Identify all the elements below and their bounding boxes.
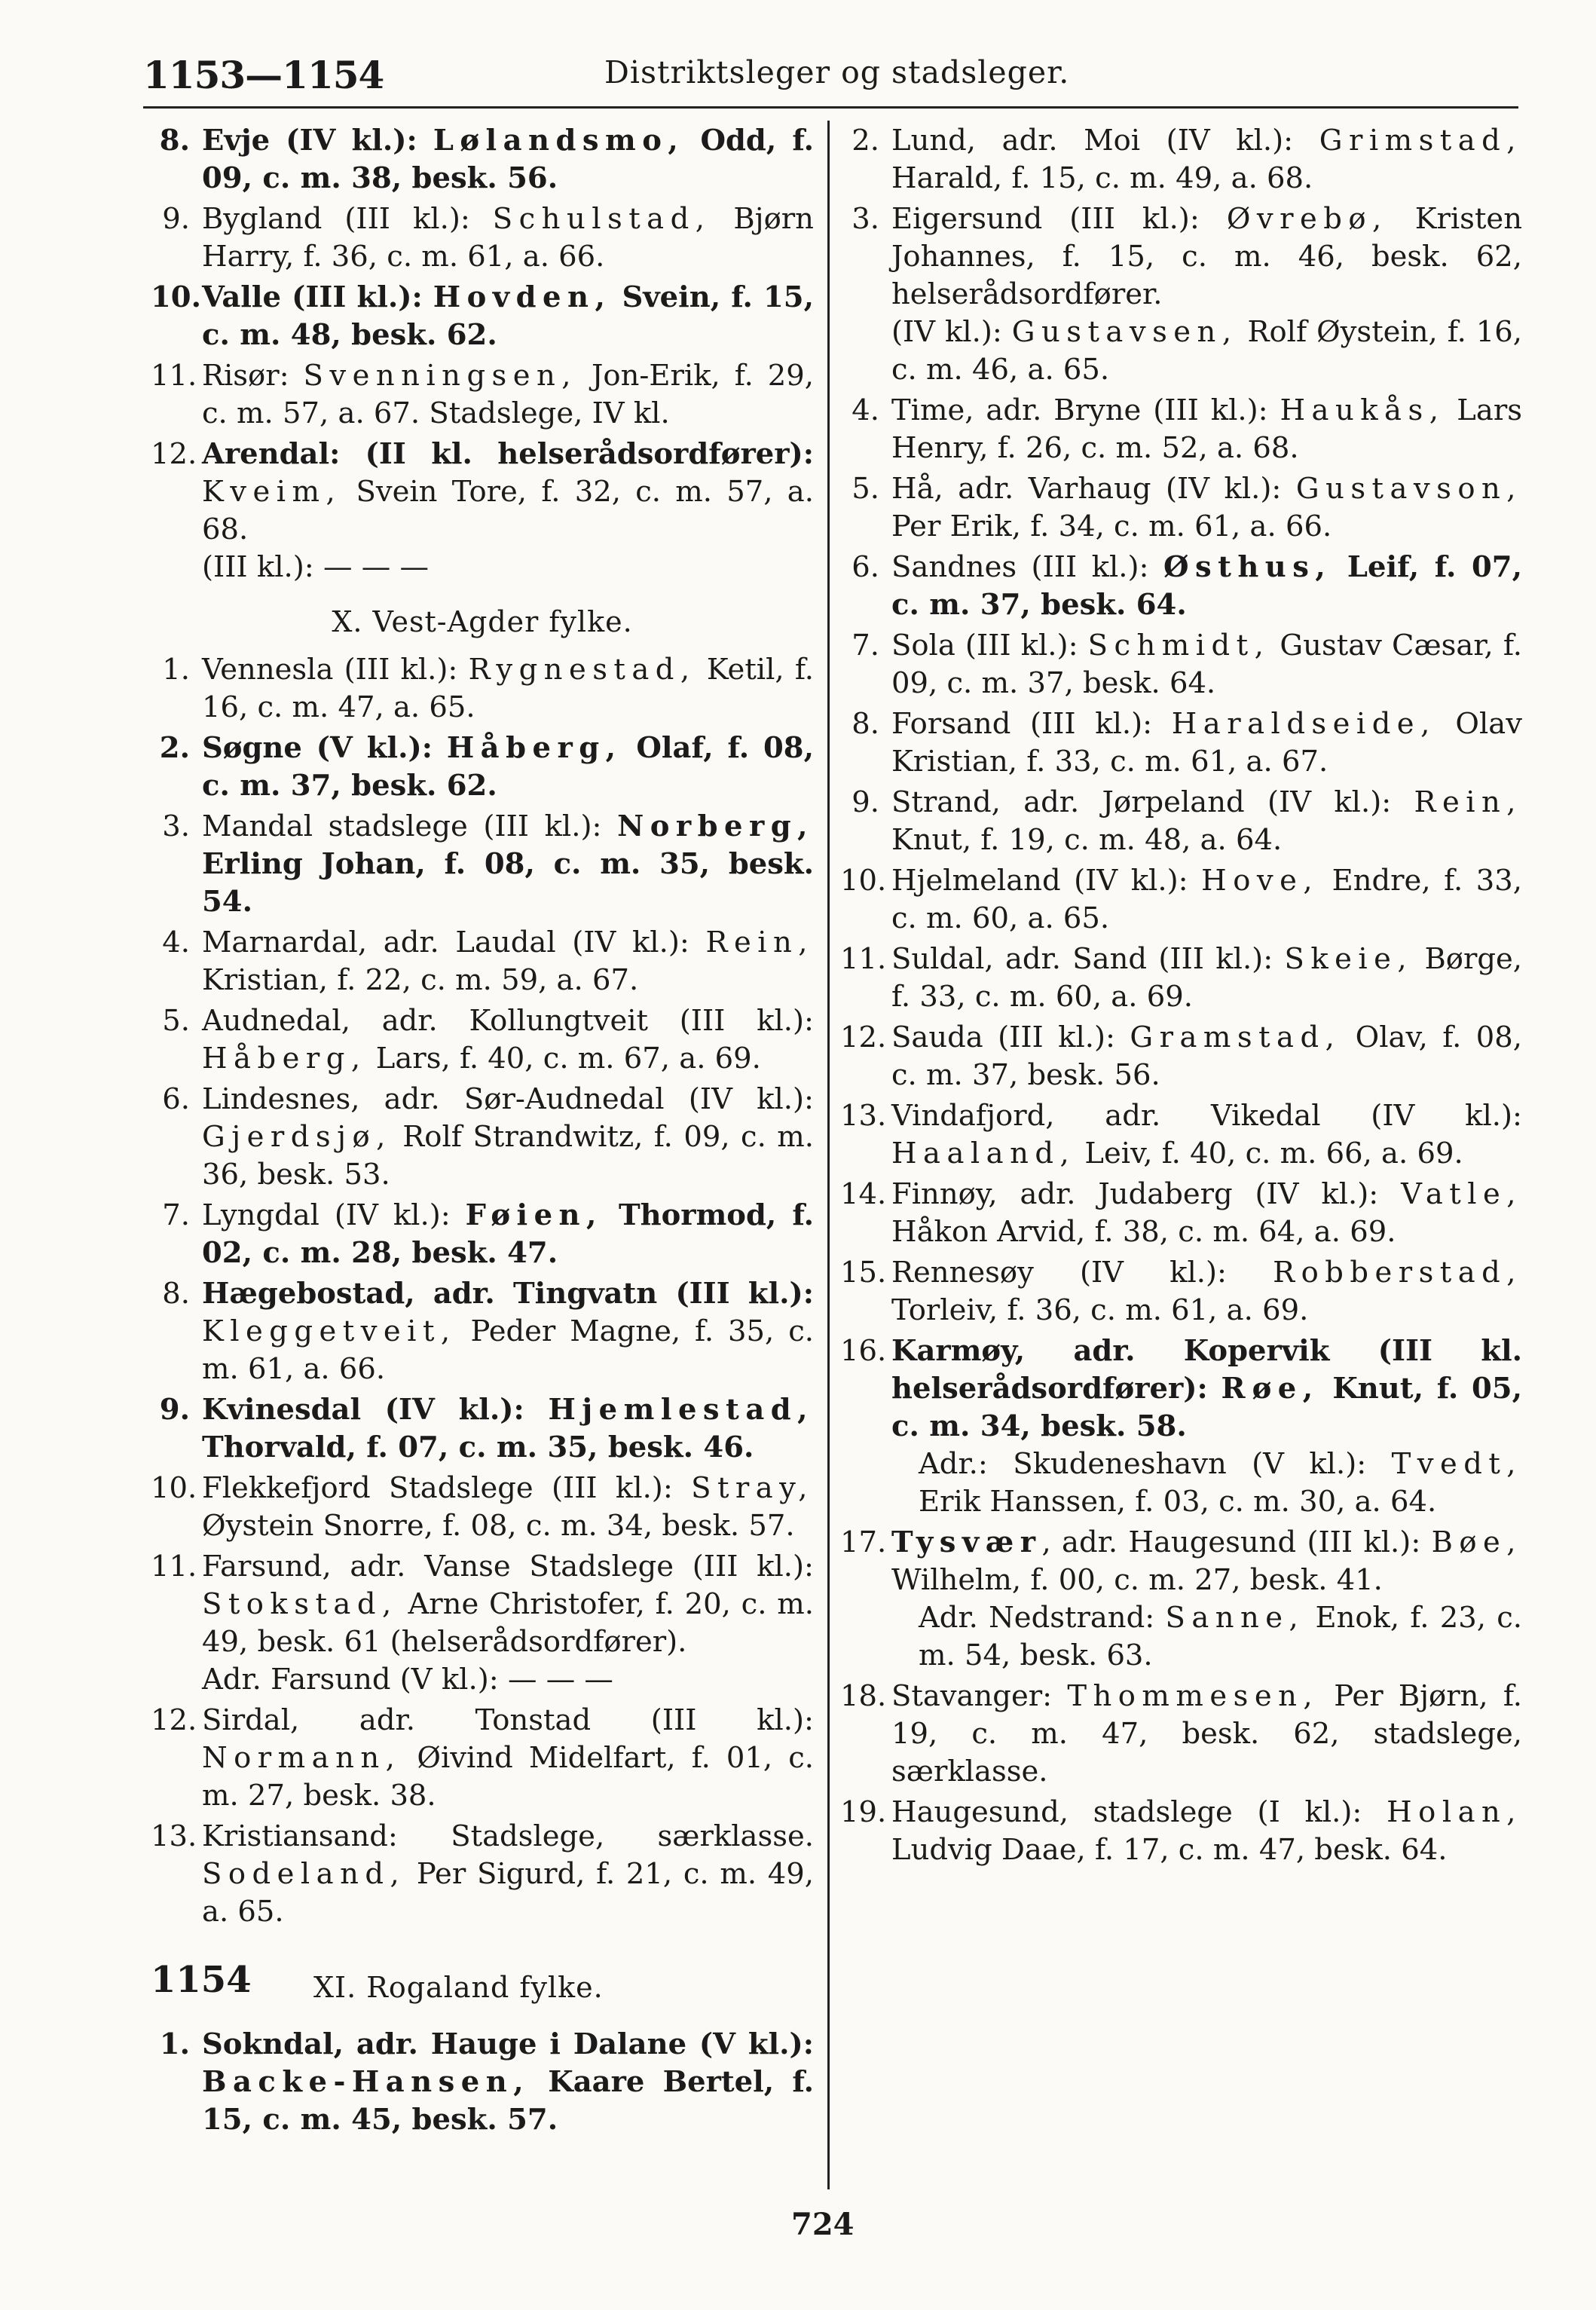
left-column [151, 122, 824, 2142]
list-item: 7. Sola (III kl.): Schmidt, Gustav Cæsar, f. 09, c. m. 37, besk. 64. [852, 629, 1532, 700]
page-header [143, 47, 1518, 99]
list-item: 3. Eigersund (III kl.): Øvrebø, Kristen Johannes, f. 15, c. m. 46, besk. 62, helserådsordfører. (IV kl.): Gustavsen, Rolf Øystein, f. 16, c. m. 46, a. 65. [852, 202, 1532, 387]
list-item: 9. Strand, adr. Jørpeland (IV kl.): Rein, Knut, f. 19, c. m. 48, a. 64. [852, 785, 1532, 857]
right-column [840, 122, 1533, 1872]
list-item: 6. Sandnes (III kl.): Østhus, Leif, f. 07, c. m. 37, besk. 64. [852, 550, 1533, 622]
header-rule [143, 106, 1518, 109]
list-item: 13. Kristiansand: Stadslege, særklasse. Sodeland, Per Sigurd, f. 21, c. m. 49, a. 65. [151, 1819, 824, 1929]
list-item: 18. Stavanger: Thommesen, Per Bjørn, f. 19, c. m. 47, besk. 62, stadslege, særklasse. [840, 1679, 1532, 1788]
column-divider [827, 121, 830, 2189]
list-item: 6. Lindesnes, adr. Sør-Audnedal (IV kl.): Gjerdsjø, Rolf Strandwitz, f. 09, c. m. 36, besk. 53. [162, 1082, 824, 1192]
list-item: 13. Vindafjord, adr. Vikedal (IV kl.): Haaland, Leiv, f. 40, c. m. 66, a. 69. [840, 1099, 1532, 1170]
list-item: 14. Finnøy, adr. Judaberg (IV kl.): Vatle, Håkon Arvid, f. 38, c. m. 64, a. 69. [840, 1177, 1532, 1249]
list-item: 10. Valle (III kl.): Hovden, Svein, f. 15, c. m. 48, besk. 62. [151, 280, 824, 352]
page-range: 1153—1154 [143, 53, 384, 97]
page-number: 724 [791, 2207, 855, 2242]
list-item: 10. Hjelmeland (IV kl.): Hove, Endre, f. 33, c. m. 60, a. 65. [840, 864, 1532, 935]
list-item: 4. Marnardal, adr. Laudal (IV kl.): Rein, Kristian, f. 22, c. m. 59, a. 67. [162, 926, 824, 997]
running-title: Distriktsleger og stadsleger. [604, 54, 1070, 90]
list-item: 12. Arendal: (II kl. helserådsordfører): Kveim, Svein Tore, f. 32, c. m. 57, a. 68. (III kl.): — — — [151, 437, 824, 584]
list-item: 10. Flekkefjord Stadslege (III kl.): Stray, Øystein Snorre, f. 08, c. m. 34, besk. 57. [151, 1471, 824, 1543]
section-title: X. Vest-Agder fylke. [332, 605, 633, 638]
list-item: 7. Lyngdal (IV kl.): Føien, Thormod, f. 02, c. m. 28, besk. 47. [162, 1198, 824, 1270]
list-item: 11. Farsund, adr. Vanse Stadslege (III kl.): Stokstad, Arne Christofer, f. 20, c. m. 49, besk. 61 (helserådsordfører). Adr. Farsund (V kl.): — — — [151, 1550, 824, 1697]
section-heading-rogaland [151, 1950, 814, 2026]
list-item: 8. Forsand (III kl.): Haraldseide, Olav Kristian, f. 33, c. m. 61, a. 67. [852, 707, 1532, 779]
list-item: 16. Karmøy, adr. Kopervik (III kl. helserådsordfører): Røe, Knut, f. 05, c. m. 34, besk. 58. Adr.: Skudeneshavn (V kl.): Tvedt, Erik Hanssen, f. 03, c. m. 30, a. 64. [840, 1334, 1533, 1519]
section-title: XI. Rogaland fylke. [313, 1971, 604, 2004]
list-item: 17. Tysvær, adr. Haugesund (III kl.): Bøe, Wilhelm, f. 00, c. m. 27, besk. 41. Adr. Nedstrand: Sanne, Enok, f. 23, c. m. 54, besk. 63. [840, 1525, 1532, 1672]
list-item: 5. Hå, adr. Varhaug (IV kl.): Gustavson, Per Erik, f. 34, c. m. 61, a. 66. [852, 472, 1532, 543]
list-item: 2. Lund, adr. Moi (IV kl.): Grimstad, Harald, f. 15, c. m. 49, a. 68. [852, 124, 1532, 195]
list-item: 4. Time, adr. Bryne (III kl.): Haukås, Lars Henry, f. 26, c. m. 52, a. 68. [852, 393, 1532, 465]
list-item: 19. Haugesund, stadslege (I kl.): Holan, Ludvig Daae, f. 17, c. m. 47, besk. 64. [840, 1795, 1532, 1867]
list-item: 8. Evje (IV kl.): Lølandsmo, Odd, f. 09, c. m. 38, besk. 56. [159, 124, 824, 195]
list-item: 15. Rennesøy (IV kl.): Robberstad, Torleiv, f. 36, c. m. 61, a. 69. [840, 1256, 1532, 1327]
list-item: 3. Mandal stadslege (III kl.): Norberg, Erling Johan, f. 08, c. m. 35, besk. 54. [162, 809, 824, 919]
list-item: 9. Kvinesdal (IV kl.): Hjemlestad, Thorvald, f. 07, c. m. 35, besk. 46. [159, 1393, 824, 1464]
list-item: 2. Søgne (V kl.): Håberg, Olaf, f. 08, c. m. 37, besk. 62. [159, 731, 824, 803]
list-item: 8. Hægebostad, adr. Tingvatn (III kl.): Kleggetveit, Peder Magne, f. 35, c. m. 61, a. 66. [162, 1277, 824, 1386]
list-item: 1. Vennesla (III kl.): Rygnestad, Ketil, f. 16, c. m. 47, a. 65. [162, 653, 824, 724]
list-item: 5. Audnedal, adr. Kollungtveit (III kl.): Håberg, Lars, f. 40, c. m. 67, a. 69. [162, 1004, 824, 1075]
list-item: 12. Sirdal, adr. Tonstad (III kl.): Normann, Øivind Midelfart, f. 01, c. m. 27, besk. 38. [151, 1703, 824, 1813]
list-item: 1. Sokndal, adr. Hauge i Dalane (V kl.): Backe-Hansen, Kaare Bertel, f. 15, c. m. 45, besk. 57. [159, 2027, 824, 2137]
list-item: 9. Bygland (III kl.): Schulstad, Bjørn Harry, f. 36, c. m. 61, a. 66. [162, 202, 824, 274]
list-item: 11. Suldal, adr. Sand (III kl.): Skeie, Børge, f. 33, c. m. 60, a. 69. [840, 942, 1532, 1014]
list-item: 12. Sauda (III kl.): Gramstad, Olav, f. 08, c. m. 37, besk. 56. [840, 1020, 1532, 1092]
page-marker: 1154 [151, 1959, 252, 2001]
list-item: 11. Risør: Svenningsen, Jon-Erik, f. 29, c. m. 57, a. 67. Stadslege, IV kl. [151, 359, 824, 430]
